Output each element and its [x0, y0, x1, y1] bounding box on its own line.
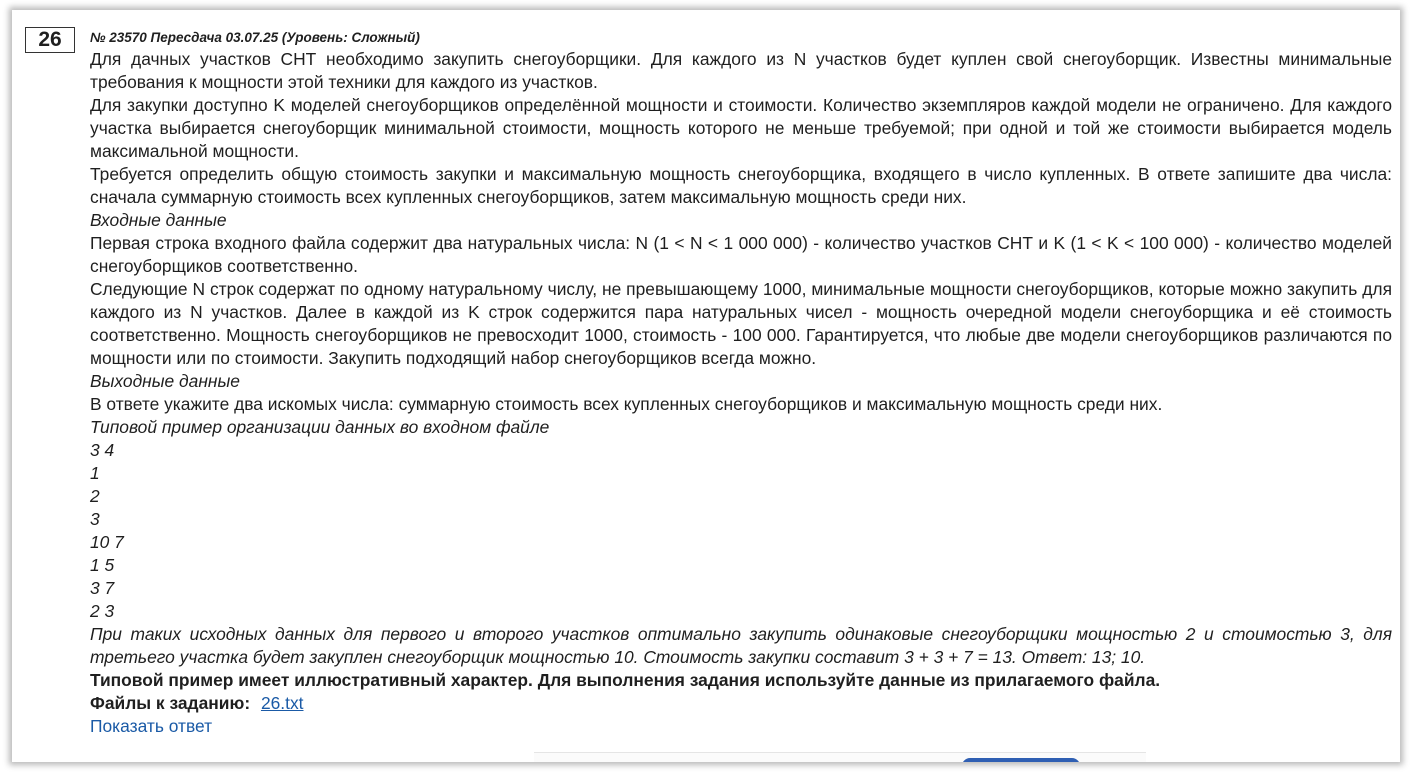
footer-button[interactable] — [962, 758, 1080, 762]
example-line: 2 3 — [90, 601, 115, 621]
show-answer-link[interactable]: Показать ответ — [90, 716, 213, 736]
example-line: 2 — [90, 486, 100, 506]
file-link[interactable]: 26.txt — [260, 693, 304, 713]
task-card — [12, 10, 1400, 762]
example-explanation: При таких исходных данных для первого и второго участков оптимально закупить одинаковые снегоуборщики мощностью 2 и стоимостью 3, для третьего участка будет закуплен снегоуборщик мощностью 10. Стоимость закупки составит 3 + 3 + 7 = 13. Ответ: 13; 10. — [90, 624, 1392, 667]
task-paragraph: Требуется определить общую стоимость закупки и максимальную мощность снегоуборщика, входящего в число купленных. В ответе запишите два числа: сначала суммарную стоимость всех купленных снегоуборщиков, затем максимальную мощность среди них. — [90, 164, 1392, 207]
example-line: 1 — [90, 463, 100, 483]
illustrative-note: Типовой пример имеет иллюстративный характер. Для выполнения задания используйте данные из прилагаемого файла. — [90, 670, 1161, 690]
files-label: Файлы к заданию: — [90, 693, 251, 713]
output-heading: Выходные данные — [90, 371, 240, 391]
output-paragraph: В ответе укажите два искомых числа: суммарную стоимость всех купленных снегоуборщиков и максимальную мощность среди них. — [90, 394, 1163, 414]
task-meta: № 23570 Пересдача 03.07.25 (Уровень: Сложный) — [90, 30, 420, 45]
task-paragraph: Для дачных участков СНТ необходимо закупить снегоуборщики. Для каждого из N участков будет куплен свой снегоуборщик. Известны минимальные требования к мощности этой техники для каждого из участков. — [90, 49, 1392, 92]
example-line: 3 7 — [90, 578, 115, 598]
task-number: 26 — [25, 27, 75, 53]
example-heading: Типовой пример организации данных во входном файле — [90, 417, 550, 437]
example-line: 3 — [90, 509, 100, 529]
example-line: 3 4 — [90, 440, 115, 460]
task-paragraph: Для закупки доступно K моделей снегоуборщиков определённой мощности и стоимости. Количество экземпляров каждой модели не ограничено. Для каждого участка выбирается снегоуборщик минимальной стоимости, мощность которого не меньше требуемой; при одной и той же стоимости выбирается модель максимальной мощности. — [90, 95, 1392, 161]
example-line: 1 5 — [90, 555, 115, 575]
files-row — [90, 692, 1392, 715]
example-line: 10 7 — [90, 532, 124, 552]
task-content — [90, 28, 1392, 738]
input-heading: Входные данные — [90, 210, 227, 230]
input-paragraph: Следующие N строк содержат по одному натуральному числу, не превышающему 1000, минимальные мощности снегоуборщиков, которые можно закупить для каждого из N участков. Далее в каждой из K строк содержится пара натуральных чисел - мощность очередной модели снегоуборщика и её стоимость соответственно. Мощность снегоуборщиков не превосходит 1000, стоимость - 100 000. Гарантируется, что любые две модели снегоуборщиков различаются по мощности или по стоимости. Закупить подходящий набор снегоуборщиков всегда можно. — [90, 279, 1392, 368]
input-paragraph: Первая строка входного файла содержит два натуральных числа: N (1 < N < 1 000 000) - количество участков СНТ и K (1 < K < 100 000) - количество моделей снегоуборщиков соответственно. — [90, 233, 1392, 276]
